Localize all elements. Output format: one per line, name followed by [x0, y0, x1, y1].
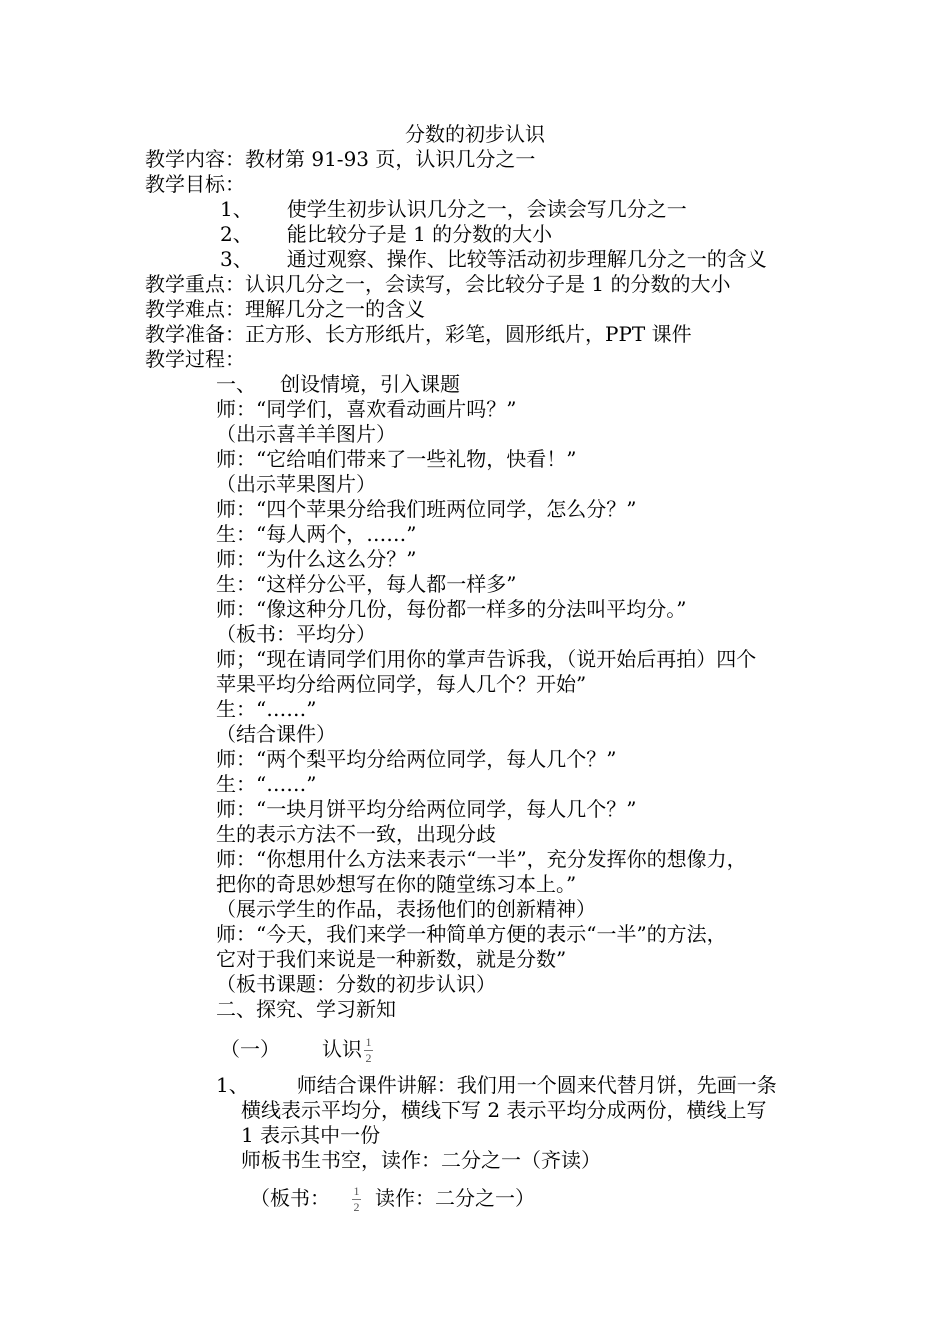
goal-number: 3、	[220, 247, 253, 271]
dialogue-line: （出示苹果图片）	[216, 472, 376, 496]
dialogue-line: （板书：平均分）	[216, 622, 376, 646]
dialogue-line: 它对于我们来说是一种新数，就是分数”	[216, 947, 567, 971]
fraction-numerator: 1	[365, 1035, 372, 1049]
section-two-heading: 二、探究、学习新知	[216, 997, 396, 1021]
teaching-goals-label: 教学目标：	[145, 172, 245, 196]
dialogue-line: （结合课件）	[216, 722, 336, 746]
fraction-one-half	[352, 1185, 361, 1214]
document-title: 分数的初步认识	[405, 122, 545, 146]
fraction-numerator: 1	[353, 1184, 360, 1198]
dialogue-line: 苹果平均分给两位同学，每人几个？开始”	[216, 672, 587, 696]
goal-text: 通过观察、操作、比较等活动初步理解几分之一的含义	[286, 247, 767, 271]
goal-item	[220, 247, 767, 272]
goal-item	[220, 222, 552, 247]
dialogue-line: 生的表示方法不一致，出现分歧	[216, 822, 496, 846]
item-one-first-line	[216, 1073, 777, 1098]
board-open-text: （板书：	[250, 1186, 330, 1210]
difficulty: 教学难点：理解几分之一的含义	[145, 297, 425, 321]
fraction-one-half	[364, 1036, 373, 1065]
board-read-text: 读作：二分之一）	[375, 1186, 535, 1210]
section-number: 一、	[216, 372, 256, 396]
goal-number: 1、	[220, 197, 253, 221]
dialogue-line: 师：“为什么这么分？”	[216, 547, 417, 571]
dialogue-line: 生：“……”	[216, 697, 317, 721]
goal-text: 使学生初步认识几分之一，会读会写几分之一	[286, 197, 687, 221]
dialogue-line: 师：“它给咱们带来了一些礼物，快看！”	[216, 447, 577, 471]
section-title: 创设情境，引入课题	[280, 372, 460, 396]
item-text: 师结合课件讲解：我们用一个圆来代替月饼，先画一条	[296, 1073, 777, 1097]
board-writing-line: 师板书生书空，读作：二分之一（齐读）	[241, 1148, 601, 1172]
dialogue-line: 师：“四个苹果分给我们班两位同学，怎么分？”	[216, 497, 637, 521]
teaching-process-label: 教学过程：	[145, 347, 245, 371]
subsection-heading	[220, 1031, 375, 1067]
item-text-line: 1 表示其中一份	[241, 1123, 381, 1147]
dialogue-line: 生：“每人两个，……”	[216, 522, 417, 546]
dialogue-line: 师：“两个梨平均分给两位同学，每人几个？”	[216, 747, 617, 771]
dialogue-line: 师：“你想用什么方法来表示“一半”，充分发挥你的想像力，	[216, 847, 747, 871]
item-text-line: 横线表示平均分，横线下写 2 表示平均分成两份，横线上写	[241, 1098, 767, 1122]
dialogue-line: 师：“今天，我们来学一种简单方便的表示“一半”的方法，	[216, 922, 727, 946]
teaching-content: 教学内容：教材第 91-93 页，认识几分之一	[145, 147, 536, 171]
dialogue-line: 师：“像这种分几份，每份都一样多的分法叫平均分。”	[216, 597, 687, 621]
preparation: 教学准备：正方形、长方形纸片，彩笔，圆形纸片，PPT 课件	[145, 322, 692, 346]
key-point: 教学重点：认识几分之一，会读写，会比较分子是 1 的分数的大小	[145, 272, 731, 296]
subsection-number: （一）	[220, 1037, 280, 1061]
goal-item	[220, 197, 687, 222]
dialogue-line: 师：“同学们，喜欢看动画片吗？”	[216, 397, 517, 421]
dialogue-line: （出示喜羊羊图片）	[216, 422, 396, 446]
board-writing-example	[250, 1178, 535, 1218]
dialogue-line: 把你的奇思妙想写在你的随堂练习本上。”	[216, 872, 577, 896]
dialogue-line: 师；“现在请同学们用你的掌声告诉我，（说开始后再拍）四个	[216, 647, 757, 671]
dialogue-line: （展示学生的作品，表扬他们的创新精神）	[216, 897, 596, 921]
subsection-label: 认识	[322, 1037, 362, 1061]
goal-number: 2、	[220, 222, 253, 246]
dialogue-line: 师：“一块月饼平均分给两位同学，每人几个？”	[216, 797, 637, 821]
fraction-denominator: 2	[365, 1051, 372, 1065]
dialogue-line: （板书课题：分数的初步认识）	[216, 972, 496, 996]
dialogue-line: 生：“……”	[216, 772, 317, 796]
dialogue-line: 生：“这样分公平，每人都一样多”	[216, 572, 517, 596]
item-number: 1、	[216, 1073, 249, 1097]
goal-text: 能比较分子是 1 的分数的大小	[286, 222, 553, 246]
fraction-denominator: 2	[353, 1200, 360, 1214]
section-one-heading	[216, 372, 460, 397]
